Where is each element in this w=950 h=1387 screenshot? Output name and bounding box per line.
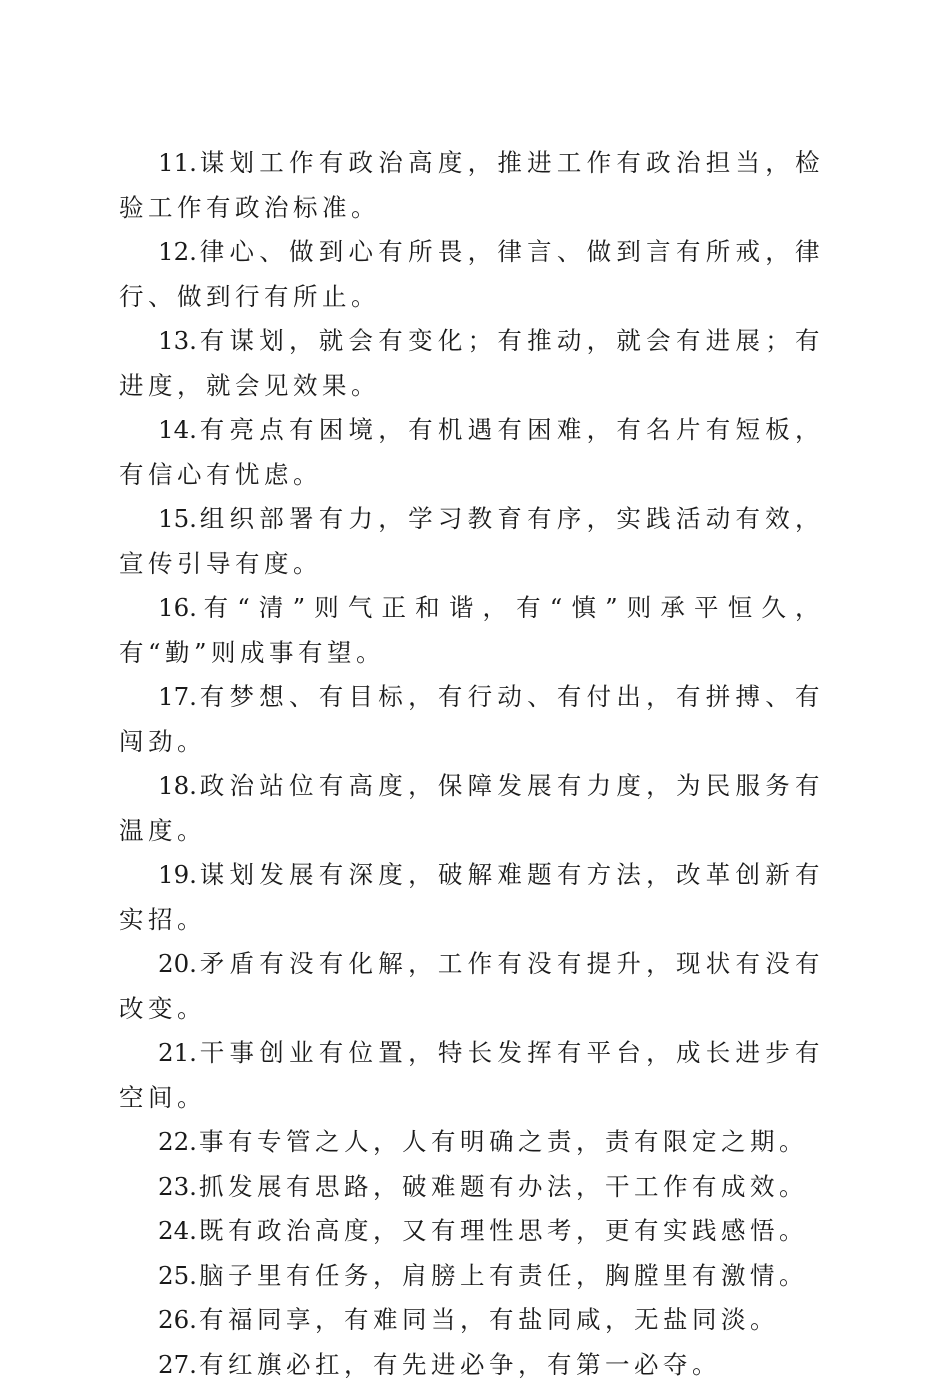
item-text: 脑子里有任务，肩膀上有责任，胸膛里有激情。 (199, 1261, 808, 1290)
item-text: 律心、做到心有所畏，律言、做到言有所戒，律行、做到行有所止。 (119, 237, 824, 311)
item-number: 25. (158, 1261, 197, 1290)
list-item-15 (119, 497, 824, 586)
list-item-17 (119, 675, 824, 764)
item-text: 有亮点有困境，有机遇有困难，有名片有短板，有信心有忧虑。 (119, 415, 824, 489)
item-text: 有红旗必扛，有先进必争，有第一必夺。 (199, 1350, 721, 1379)
item-number: 18. (158, 771, 197, 800)
item-text: 有福同享，有难同当，有盐同咸，无盐同淡。 (199, 1305, 779, 1334)
item-number: 27. (158, 1350, 197, 1379)
item-number: 24. (158, 1216, 197, 1245)
item-text: 政治站位有高度，保障发展有力度，为民服务有温度。 (119, 771, 824, 845)
list-item-18 (119, 764, 824, 853)
item-number: 26. (158, 1305, 197, 1334)
item-text: 既有政治高度，又有理性思考，更有实践感悟。 (199, 1216, 808, 1245)
list-item-13 (119, 319, 824, 408)
item-text: 有“清”则气正和谐，有“慎”则承平恒久，有“勤”则成事有望。 (119, 593, 824, 667)
list-item-27 (119, 1343, 824, 1387)
item-number: 20. (158, 949, 197, 978)
item-text: 谋划工作有政治高度，推进工作有政治担当，检验工作有政治标准。 (119, 148, 824, 222)
list-item-19 (119, 853, 824, 942)
item-number: 17. (158, 682, 197, 711)
item-text: 干事创业有位置，特长发挥有平台，成长进步有空间。 (119, 1038, 824, 1112)
item-text: 矛盾有没有化解，工作有没有提升，现状有没有改变。 (119, 949, 824, 1023)
item-text: 有梦想、有目标，有行动、有付出，有拼搏、有闯劲。 (119, 682, 824, 756)
list-item-20 (119, 942, 824, 1031)
item-text: 有谋划，就会有变化；有推动，就会有进展；有进度，就会见效果。 (119, 326, 824, 400)
list-item-12 (119, 230, 824, 319)
list-item-23 (119, 1165, 824, 1210)
list-item-11 (119, 141, 824, 230)
item-number: 19. (158, 860, 197, 889)
item-number: 13. (158, 326, 197, 355)
item-number: 12. (158, 237, 197, 266)
item-number: 21. (158, 1038, 197, 1067)
item-number: 16. (158, 593, 197, 622)
item-number: 14. (158, 415, 197, 444)
item-number: 23. (158, 1172, 197, 1201)
item-number: 22. (158, 1127, 197, 1156)
list-item-25 (119, 1254, 824, 1299)
list-item-22 (119, 1120, 824, 1165)
list-item-24 (119, 1209, 824, 1254)
item-text: 谋划发展有深度，破解难题有方法，改革创新有实招。 (119, 860, 824, 934)
document-body (119, 141, 824, 1387)
item-number: 11. (158, 148, 197, 177)
item-text: 抓发展有思路，破难题有办法，干工作有成效。 (199, 1172, 808, 1201)
item-text: 组织部署有力，学习教育有序，实践活动有效，宣传引导有度。 (119, 504, 824, 578)
list-item-21 (119, 1031, 824, 1120)
list-item-26 (119, 1298, 824, 1343)
list-item-14 (119, 408, 824, 497)
item-number: 15. (158, 504, 197, 533)
list-item-16 (119, 586, 824, 675)
item-text: 事有专管之人，人有明确之责，责有限定之期。 (199, 1127, 808, 1156)
